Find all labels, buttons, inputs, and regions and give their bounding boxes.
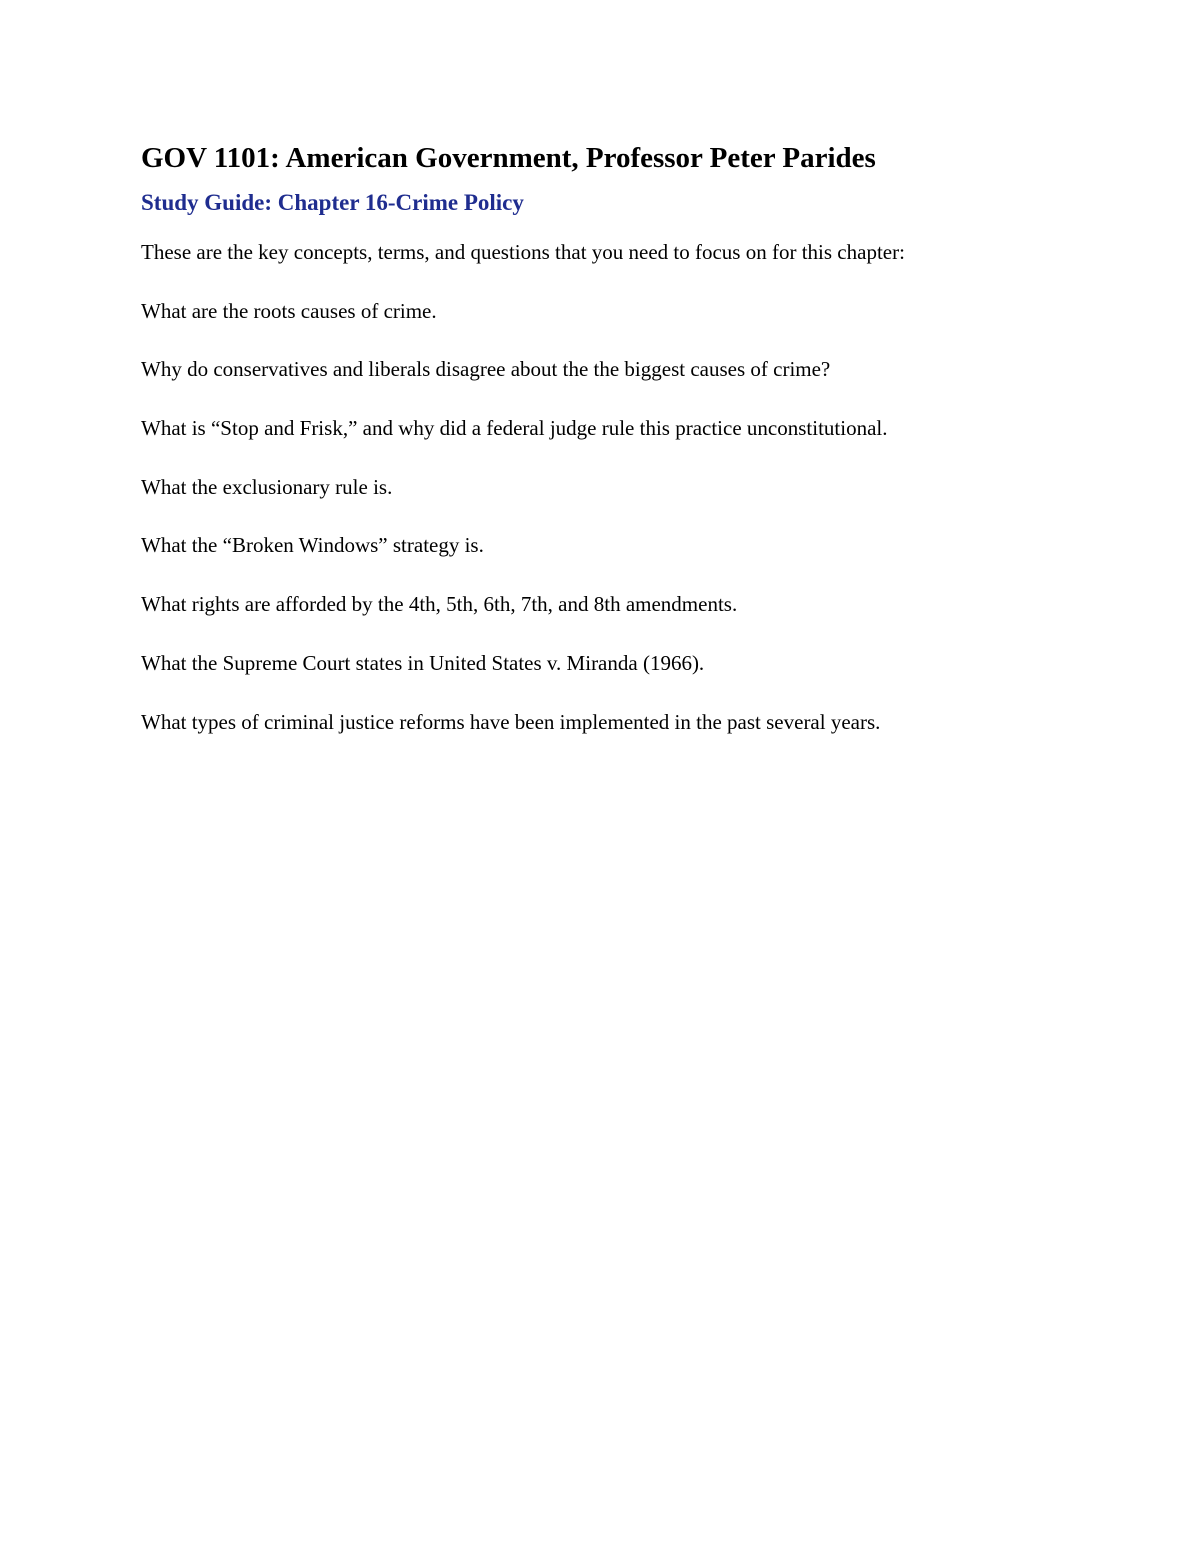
document-content	[141, 138, 1041, 764]
document-subtitle: Study Guide: Chapter 16-Crime Policy	[141, 190, 524, 215]
study-question: What rights are afforded by the 4th, 5th, 6th, 7th, and 8th amendments.	[141, 592, 738, 617]
document-title: GOV 1101: American Government, Professor Peter Parides	[141, 142, 876, 174]
study-question: What the “Broken Windows” strategy is.	[141, 533, 484, 558]
study-question: What types of criminal justice reforms have been implemented in the past several years.	[141, 709, 881, 734]
study-question: What the Supreme Court states in United States v. Miranda (1966).	[141, 650, 705, 675]
study-question: Why do conservatives and liberals disagree about the the biggest causes of crime?	[141, 357, 831, 382]
study-question: What are the roots causes of crime.	[141, 298, 437, 323]
study-question: What the exclusionary rule is.	[141, 474, 393, 499]
study-question: What is “Stop and Frisk,” and why did a federal judge rule this practice unconstitutional.	[141, 416, 888, 441]
study-guide-list	[141, 236, 1041, 738]
intro-paragraph: These are the key concepts, terms, and questions that you need to focus on for this chapter:	[141, 240, 905, 264]
